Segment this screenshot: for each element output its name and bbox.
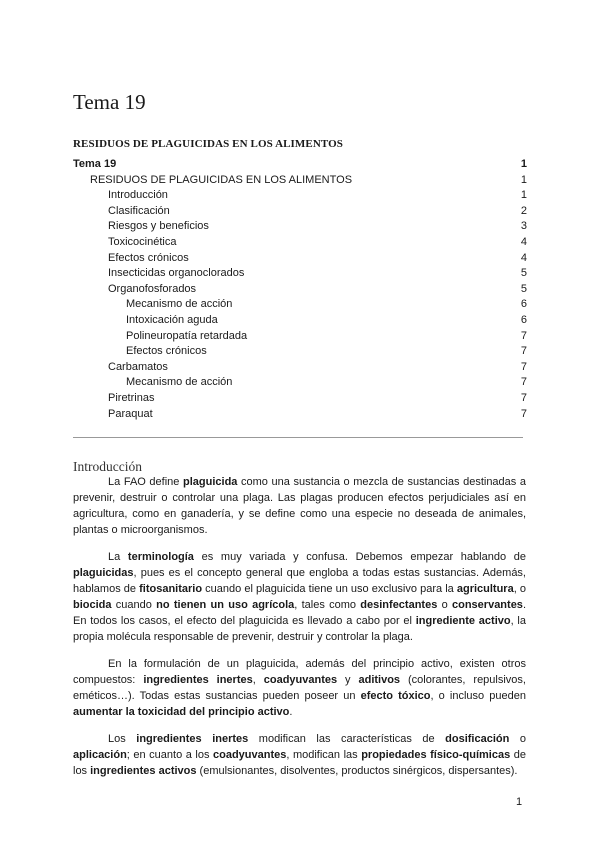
toc-entry-page: 6 [520,298,527,311]
toc-entry[interactable] [73,313,527,329]
bold-term: plaguicidas [73,567,134,579]
body-paragraph [73,656,526,720]
bold-term: no tienen un uso agrícola [156,599,295,611]
toc-entry-label: Efectos crónicos [108,251,189,264]
page-number: 1 [516,796,523,808]
toc-entry-label: Insecticidas organoclorados [108,267,245,280]
bold-term: propiedades físico-químicas [361,749,511,761]
toc-entry-label: Piretrinas [108,391,155,404]
document-title: Tema 19 [73,90,146,114]
toc-entry[interactable] [73,344,527,360]
text-run: o [437,599,452,611]
toc-entry-page: 5 [520,267,527,280]
bold-term: coadyuvantes [213,749,287,761]
document-subtitle: RESIDUOS DE PLAGUICIDAS EN LOS ALIMENTOS [73,138,344,150]
text-run: es muy variada y confusa. Debemos empezar hablando de [193,551,526,563]
toc-entry[interactable] [73,219,527,235]
text-run: cuando el plaguicida tiene un uso exclusivo para la [202,583,457,595]
toc-entry-label: RESIDUOS DE PLAGUICIDAS EN LOS ALIMENTOS [90,173,353,186]
toc-entry-label: Mecanismo de acción [126,376,233,389]
bold-term: conservantes [452,599,523,611]
table-of-contents [73,157,527,422]
text-run: como una sustancia o mezcla de sustancias destinadas a prevenir, destruir o controlar una plaga. Las plagas producen efectos perjudiciales así en agricultura, como en ganadería, y se define como una especie no deseada de animales, plantas o microorganismos. [73,476,527,536]
toc-entry-page: 1 [520,173,527,186]
toc-entry[interactable] [73,282,527,298]
toc-entry[interactable] [73,329,527,345]
toc-entry-page: 3 [520,220,527,233]
body-paragraph [73,474,526,538]
text-run: , o [513,583,526,595]
toc-entry-page: 7 [520,360,527,373]
bold-term: coadyuvantes [263,674,338,686]
toc-entry[interactable] [73,157,527,173]
toc-entry-page: 4 [520,235,527,248]
toc-entry-label: Riesgos y beneficios [108,220,209,233]
toc-entry-page: 7 [520,407,527,420]
toc-entry[interactable] [73,235,527,251]
bold-term: aplicación [73,749,127,761]
bold-term: fitosanitario [139,583,203,595]
text-run: , la propia molécula responsable de prevenir, destruir y controlar la plaga. [73,615,526,643]
text-run: , o incluso pueden [430,690,526,702]
toc-entry-label: Efectos crónicos [126,345,207,358]
text-run: modifican las características de [248,733,446,745]
text-run: (colorantes, repulsivos, eméticos…). Todas estas sustancias pueden poseer un [73,674,526,702]
text-run: , pues es el concepto general que engloba a todas estas sustancias. Además, hablamos de [73,567,526,595]
text-run: En la formulación de un plaguicida, además del principio activo, existen otros compuestos: [73,658,526,686]
toc-entry-page: 7 [520,376,527,389]
toc-entry-page: 7 [520,391,527,404]
toc-entry[interactable] [73,407,527,423]
text-run: y [337,674,359,686]
toc-entry-label: Introducción [108,189,168,202]
toc-entry-page: 6 [520,313,527,326]
toc-entry-label: Clasificación [108,204,170,217]
bold-term: ingrediente activo [415,615,511,627]
toc-entry-label: Carbamatos [108,360,168,373]
text-run: de los [73,749,526,777]
text-run: . [289,706,293,718]
bold-term: terminología [127,551,194,563]
text-run: Los [108,733,137,745]
text-run: , modifican las [286,749,362,761]
toc-entry[interactable] [73,297,527,313]
bold-term: ingredientes activos [90,765,197,777]
bold-term: desinfectantes [360,599,438,611]
toc-entry-label: Intoxicación aguda [126,313,218,326]
body-paragraph [73,731,526,779]
toc-entry[interactable] [73,375,527,391]
toc-entry-label: Tema 19 [73,158,117,170]
toc-entry-page: 4 [520,251,527,264]
toc-entry[interactable] [73,173,527,189]
text-run: . En todos los casos, el efecto del plaguicida es llevado a cabo por el [73,599,526,627]
toc-entry[interactable] [73,251,527,267]
toc-entry-page: 5 [520,282,527,295]
text-run: , [252,674,264,686]
toc-entry[interactable] [73,391,527,407]
bold-term: dosificación [445,733,510,745]
toc-entry-page: 1 [520,158,527,170]
bold-term: ingredientes inertes [143,674,253,686]
bold-term: biocida [73,599,112,611]
text-run: La FAO define [108,476,184,488]
bold-term: plaguicida [183,476,238,488]
bold-term: agricultura [456,583,514,595]
toc-entry-page: 1 [520,189,527,202]
bold-term: aditivos [358,674,401,686]
section-body [73,474,526,790]
text-run: o [509,733,526,745]
text-run: ; en cuanto a los [126,749,213,761]
toc-entry[interactable] [73,266,527,282]
toc-entry[interactable] [73,188,527,204]
toc-entry-page: 7 [520,329,527,342]
bold-term: ingredientes inertes [136,733,249,745]
toc-entry-label: Mecanismo de acción [126,298,233,311]
divider [73,437,523,438]
text-run: La [108,551,128,563]
toc-entry-label: Toxicocinética [108,235,177,248]
toc-entry-label: Organofosforados [108,282,197,295]
toc-entry-label: Polineuropatía retardada [126,329,248,342]
text-run: (emulsionantes, disolventes, productos sinérgicos, dispersantes). [196,765,518,777]
text-run: cuando [111,599,157,611]
toc-entry-label: Paraquat [108,407,153,420]
body-paragraph [73,549,526,645]
toc-entry[interactable] [73,360,527,376]
text-run: , tales como [294,599,361,611]
toc-entry-page: 7 [520,345,527,358]
section-heading-introduccion: Introducción [73,459,142,474]
bold-term: efecto tóxico [360,690,431,702]
bold-term: aumentar la toxicidad del principio activo [73,706,290,718]
toc-entry[interactable] [73,204,527,220]
toc-entry-page: 2 [520,204,527,217]
